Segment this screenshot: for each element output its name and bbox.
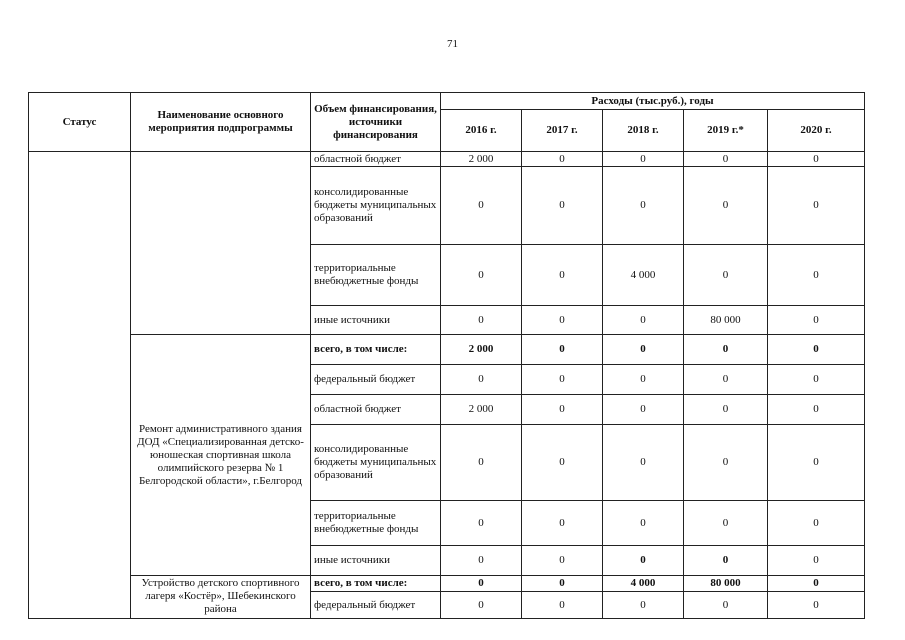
- value-cell: 0: [522, 501, 603, 546]
- value-cell: 0: [603, 546, 684, 576]
- value-cell: 0: [684, 167, 768, 245]
- value-cell: 0: [768, 245, 865, 306]
- header-year: 2016 г.: [441, 110, 522, 152]
- funding-source: федеральный бюджет: [311, 365, 441, 395]
- value-cell: 0: [603, 592, 684, 619]
- funding-source: всего, в том числе:: [311, 576, 441, 592]
- funding-table: [28, 92, 865, 619]
- value-cell: 0: [684, 501, 768, 546]
- value-cell: 0: [768, 425, 865, 501]
- value-cell: 0: [684, 335, 768, 365]
- value-cell: 4 000: [603, 245, 684, 306]
- value-cell: 0: [522, 425, 603, 501]
- header-funding-source: Объем финансирования, источники финансирования: [311, 93, 441, 152]
- value-cell: 0: [768, 335, 865, 365]
- value-cell: 0: [684, 546, 768, 576]
- value-cell: 2 000: [441, 152, 522, 167]
- value-cell: 0: [522, 592, 603, 619]
- value-cell: 0: [768, 576, 865, 592]
- value-cell: 0: [768, 501, 865, 546]
- value-cell: 0: [684, 365, 768, 395]
- header-year: 2020 г.: [768, 110, 865, 152]
- value-cell: 0: [603, 167, 684, 245]
- event-name: Ремонт административного здания ДОД «Специализированная детско-юношеская спортивная школа олимпийского резерва № 1 Белгородской области», г.Белгород: [131, 335, 311, 576]
- value-cell: 2 000: [441, 395, 522, 425]
- value-cell: 0: [684, 425, 768, 501]
- value-cell: 0: [768, 167, 865, 245]
- value-cell: 0: [522, 167, 603, 245]
- value-cell: 0: [522, 152, 603, 167]
- funding-source: территориальные внебюджетные фонды: [311, 245, 441, 306]
- header-year: 2017 г.: [522, 110, 603, 152]
- page-number: 71: [447, 38, 458, 50]
- value-cell: 0: [441, 425, 522, 501]
- value-cell: 0: [522, 546, 603, 576]
- funding-source: иные источники: [311, 306, 441, 335]
- value-cell: 0: [522, 306, 603, 335]
- funding-source: консолидированные бюджеты муниципальных образований: [311, 167, 441, 245]
- value-cell: 4 000: [603, 576, 684, 592]
- value-cell: 80 000: [684, 576, 768, 592]
- value-cell: 0: [684, 395, 768, 425]
- value-cell: 0: [768, 306, 865, 335]
- value-cell: 0: [603, 501, 684, 546]
- value-cell: 0: [603, 365, 684, 395]
- header-status: Статус: [29, 93, 131, 152]
- value-cell: 0: [768, 395, 865, 425]
- value-cell: 0: [768, 592, 865, 619]
- value-cell: 0: [441, 245, 522, 306]
- header-year: 2019 г.*: [684, 110, 768, 152]
- value-cell: 0: [603, 395, 684, 425]
- value-cell: 0: [603, 152, 684, 167]
- funding-source: всего, в том числе:: [311, 335, 441, 365]
- value-cell: 0: [768, 152, 865, 167]
- event-name: [131, 152, 311, 335]
- value-cell: 2 000: [441, 335, 522, 365]
- funding-source: территориальные внебюджетные фонды: [311, 501, 441, 546]
- value-cell: 0: [522, 335, 603, 365]
- value-cell: 0: [684, 592, 768, 619]
- value-cell: 0: [522, 245, 603, 306]
- funding-source: областной бюджет: [311, 395, 441, 425]
- value-cell: 0: [522, 365, 603, 395]
- status-cell: [29, 152, 131, 619]
- value-cell: 0: [522, 395, 603, 425]
- value-cell: 0: [441, 501, 522, 546]
- value-cell: 0: [684, 245, 768, 306]
- value-cell: 0: [441, 167, 522, 245]
- funding-source: областной бюджет: [311, 152, 441, 167]
- funding-source: федеральный бюджет: [311, 592, 441, 619]
- header-expenses: Расходы (тыс.руб.), годы: [441, 93, 865, 110]
- value-cell: 0: [522, 576, 603, 592]
- funding-source: консолидированные бюджеты муниципальных образований: [311, 425, 441, 501]
- value-cell: 0: [441, 365, 522, 395]
- table-row: [29, 576, 865, 592]
- value-cell: 0: [441, 592, 522, 619]
- value-cell: 0: [603, 306, 684, 335]
- value-cell: 0: [441, 306, 522, 335]
- header-event-name: Наименование основного мероприятия подпрограммы: [131, 93, 311, 152]
- value-cell: 0: [603, 425, 684, 501]
- funding-source: иные источники: [311, 546, 441, 576]
- table-row: [29, 335, 865, 365]
- value-cell: 80 000: [684, 306, 768, 335]
- value-cell: 0: [441, 576, 522, 592]
- value-cell: 0: [768, 546, 865, 576]
- header-year: 2018 г.: [603, 110, 684, 152]
- table-row: [29, 152, 865, 167]
- value-cell: 0: [768, 365, 865, 395]
- event-name: Устройство детского спортивного лагеря «Костёр», Шебекинского района: [131, 576, 311, 619]
- value-cell: 0: [441, 546, 522, 576]
- value-cell: 0: [603, 335, 684, 365]
- value-cell: 0: [684, 152, 768, 167]
